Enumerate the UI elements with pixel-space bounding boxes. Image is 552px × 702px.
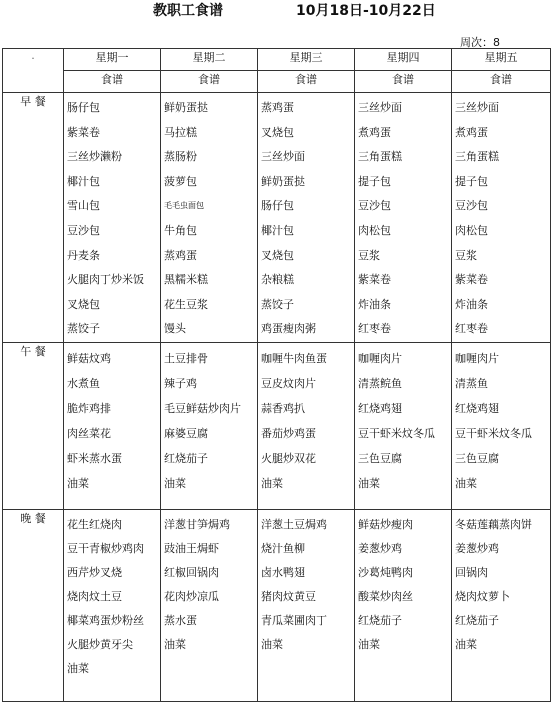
menu-item: 清蒸鱼 [455,376,488,390]
menu-item: 蒸饺子 [67,322,100,336]
sub-header-row [3,71,551,93]
menu-item: 豆浆 [358,248,380,262]
menu-item: 蒸鸡蛋 [261,101,294,114]
menu-item: 椰菜鸡蛋炒粉丝 [67,613,144,627]
menu-item: 蒸鸡蛋 [164,248,197,262]
menu-item: 油菜 [164,476,186,490]
sub-header: 食谱 [161,71,258,93]
day-cell [64,93,161,343]
menu-item: 咖喱肉片 [358,351,402,365]
menu-item: 三丝炒濑粉 [67,150,122,164]
menu-item: 姜葱炒鸡 [455,541,499,555]
day-header: 星期四 [355,49,452,71]
date-range: 10月18日-10月22日 [296,3,436,19]
day-cell [452,93,551,343]
meal-row-lunch [3,342,551,509]
day-header-row [3,49,551,71]
day-cell [355,509,452,701]
menu-item: 丹麦条 [67,248,100,262]
day-cell [161,342,258,509]
menu-item: 西芹炒叉烧 [67,565,122,579]
meal-label: 晚 餐 [3,509,64,701]
menu-item: 豆沙包 [455,199,488,213]
menu-item: 紫菜卷 [67,125,100,139]
day-cell [258,509,355,701]
menu-item: 肠仔包 [261,199,294,213]
menu-item: 叉烧包 [261,248,294,262]
menu-item: 油菜 [455,637,477,651]
menu-item: 火腿肉丁炒米饭 [67,273,144,287]
menu-item: 紫菜卷 [455,273,488,287]
menu-item: 烧汁鱼柳 [261,541,305,555]
day-cell [355,342,452,509]
menu-item: 椰汁包 [261,223,294,237]
menu-item: 酸菜炒肉丝 [358,589,413,603]
menu-item: 红烧鸡翅 [358,401,402,415]
menu-item: 青瓜菜圃肉丁 [261,613,327,627]
menu-item: 肠仔包 [67,101,100,114]
page-title [0,0,552,22]
menu-item: 杂粮糕 [261,273,294,287]
menu-item: 蒸饺子 [261,297,294,311]
menu-item: 肉丝菜花 [67,426,111,440]
menu-item: 牛角包 [164,223,197,237]
menu-item: 三角蛋糕 [358,150,402,164]
menu-item: 猪肉炆黄豆 [261,589,316,603]
sub-header: 食谱 [355,71,452,93]
menu-item: 鲜奶蛋挞 [164,101,208,114]
day-header: 星期三 [258,49,355,71]
menu-item: 回锅肉 [455,565,488,579]
menu-item: 鲜菇炒瘦肉 [358,517,413,531]
menu-item: 洋葱甘笋焗鸡 [164,517,230,531]
menu-item: 煮鸡蛋 [455,125,488,139]
menu-item: 紫菜卷 [358,273,391,287]
week-number: 周次：8 [460,36,500,49]
menu-item: 红椒回锅肉 [164,565,219,579]
menu-item: 火腿炒黄牙尖 [67,637,133,651]
menu-item: 豆沙包 [358,199,391,213]
menu-item: 馒头 [164,322,186,336]
menu-item: 冬菇莲藕蒸肉饼 [455,517,532,531]
day-header: 星期二 [161,49,258,71]
menu-item: 水煮鱼 [67,376,100,390]
menu-item: 豆浆 [455,248,477,262]
day-cell [64,509,161,701]
day-cell [355,93,452,343]
menu-item: 咖喱肉片 [455,351,499,365]
menu-item: 花生豆浆 [164,297,208,311]
menu-item: 土豆排骨 [164,351,208,365]
menu-item: 叉烧包 [67,297,100,311]
day-header: 星期五 [452,49,551,71]
menu-item: 咖喱牛肉鱼蛋 [261,351,327,365]
menu-item: 鲜奶蛋挞 [261,174,305,188]
menu-item: 鲜菇炆鸡 [67,351,111,365]
menu-item: 花肉炒凉瓜 [164,589,219,603]
menu-item: 豆皮炆肉片 [261,376,316,390]
menu-item: 煮鸡蛋 [358,125,391,139]
meal-row-dinner [3,509,551,701]
menu-item: 姜葱炒鸡 [358,541,402,555]
corner-mark: . [31,49,35,62]
menu-item: 油菜 [358,637,380,651]
meal-label: 午 餐 [3,342,64,509]
menu-item: 三色豆腐 [455,451,499,465]
menu-table [2,48,551,702]
menu-item: 三丝炒面 [358,101,402,114]
menu-item: 火腿炒双花 [261,451,316,465]
day-cell [452,509,551,701]
menu-item: 鸡蛋瘦肉粥 [261,322,316,336]
menu-item: 蒸水蛋 [164,613,197,627]
sub-header: 食谱 [452,71,551,93]
menu-item: 叉烧包 [261,125,294,139]
day-cell [161,93,258,343]
corner-cell [3,49,64,93]
meal-row-breakfast [3,93,551,343]
menu-item: 黑糯米糕 [164,273,208,287]
menu-item: 油菜 [67,476,89,490]
menu-item: 花生红烧肉 [67,517,122,531]
menu-item: 虾米蒸水蛋 [67,451,122,465]
menu-item: 清蒸鲩鱼 [358,376,402,390]
sub-header: 食谱 [64,71,161,93]
day-cell [64,342,161,509]
menu-item: 豆干虾米炆冬瓜 [455,426,532,440]
day-cell [161,509,258,701]
menu-item: 毛豆鲜菇炒肉片 [164,401,241,415]
menu-item: 豆干虾米炆冬瓜 [358,426,435,440]
menu-item: 油菜 [358,476,380,490]
menu-item: 三角蛋糕 [455,150,499,164]
menu-item: 洋葱土豆焗鸡 [261,517,327,531]
menu-item: 红烧茄子 [455,613,499,627]
day-cell [258,342,355,509]
menu-item: 油菜 [455,476,477,490]
menu-item: 辣子鸡 [164,376,197,390]
day-cell [258,93,355,343]
menu-item: 菠萝包 [164,174,197,188]
menu-item: 豆沙包 [67,223,100,237]
menu-item: 毛毛虫面包 [164,201,204,211]
menu-item: 红烧鸡翅 [455,401,499,415]
menu-item: 雪山包 [67,199,100,213]
menu-item: 油菜 [261,637,283,651]
menu-item: 油菜 [67,661,89,675]
menu-item: 番茄炒鸡蛋 [261,426,316,440]
menu-item: 豆干青椒炒鸡肉 [67,541,144,555]
menu-item: 提子包 [455,174,488,188]
menu-item: 三丝炒面 [261,150,305,164]
menu-item: 红烧茄子 [358,613,402,627]
day-cell [452,342,551,509]
day-header: 星期一 [64,49,161,71]
menu-title: 教职工食谱 [153,3,223,19]
menu-item: 肉松包 [455,223,488,237]
menu-item: 豉油王焗虾 [164,541,219,555]
menu-item: 蒜香鸡扒 [261,401,305,415]
menu-item: 红枣卷 [358,322,391,336]
menu-item: 炸油条 [358,297,391,311]
menu-item: 油菜 [164,637,186,651]
menu-item: 麻婆豆腐 [164,426,208,440]
menu-item: 提子包 [358,174,391,188]
menu-item: 椰汁包 [67,174,100,188]
menu-item: 肉松包 [358,223,391,237]
menu-item: 三色豆腐 [358,451,402,465]
menu-item: 烧肉炆土豆 [67,589,122,603]
menu-item: 炸油条 [455,297,488,311]
sub-header: 食谱 [258,71,355,93]
menu-item: 红枣卷 [455,322,488,336]
menu-item: 脆炸鸡排 [67,401,111,415]
menu-item: 蒸肠粉 [164,150,197,164]
menu-item: 三丝炒面 [455,101,499,114]
menu-item: 马拉糕 [164,125,197,139]
menu-item: 卤水鸭翅 [261,565,305,579]
menu-item: 沙葛炖鸭肉 [358,565,413,579]
menu-item: 烧肉炆萝卜 [455,589,510,603]
meal-label: 早 餐 [3,93,64,343]
menu-item: 红烧茄子 [164,451,208,465]
menu-item: 油菜 [261,476,283,490]
